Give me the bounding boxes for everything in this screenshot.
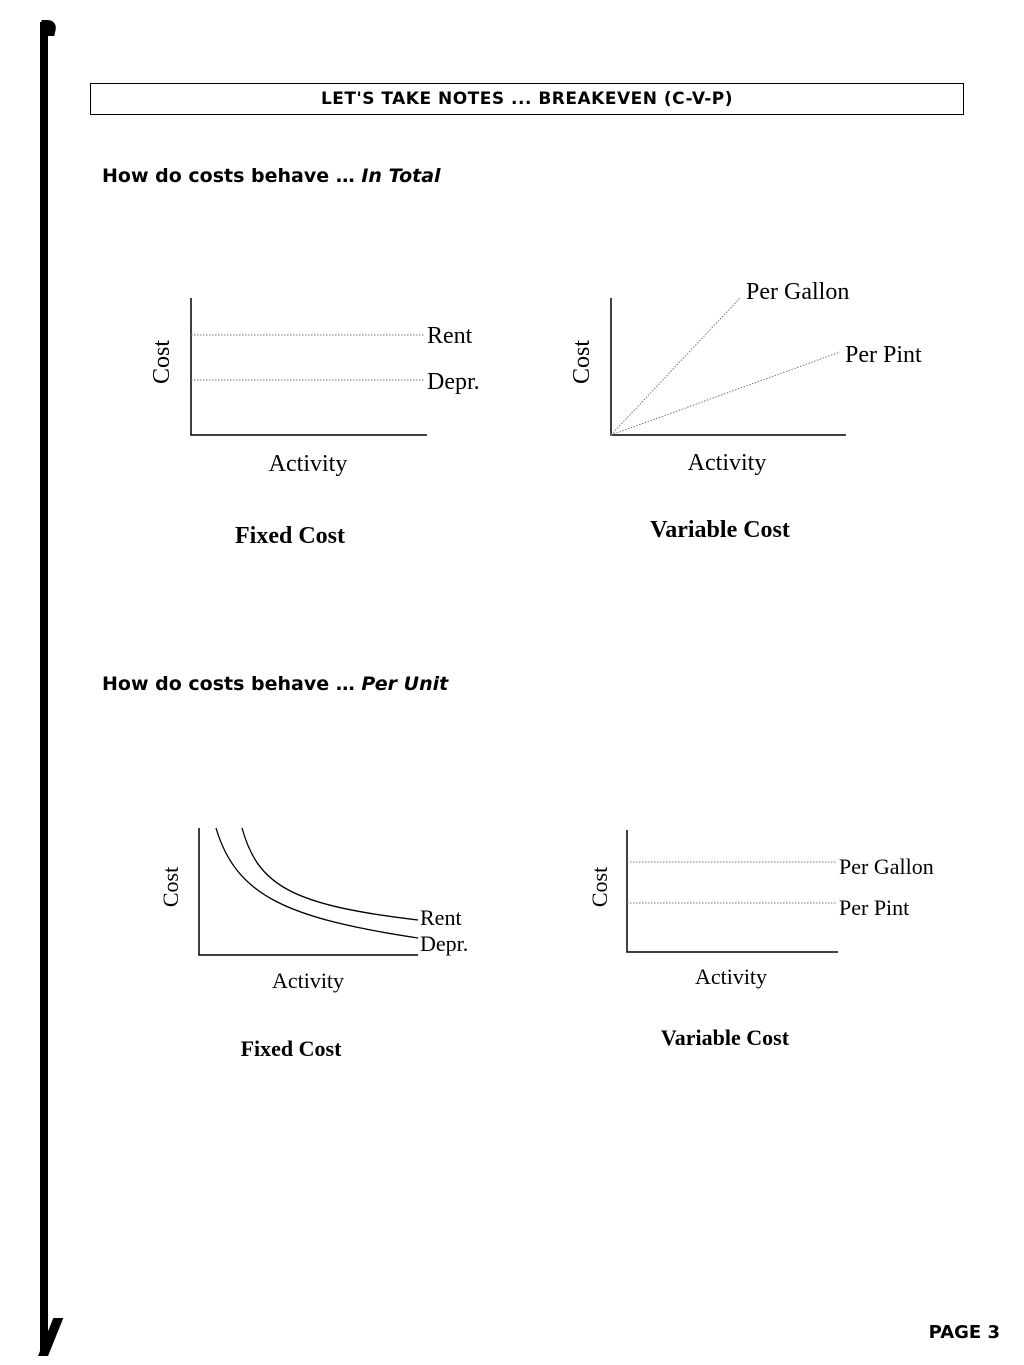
line-label-depr: Depr. bbox=[420, 931, 469, 956]
graph-unit-variable bbox=[587, 830, 934, 1050]
graph-unit-fixed bbox=[158, 828, 468, 1061]
page-title: LET'S TAKE NOTES ... BREAKEVEN (C-V-P) bbox=[320, 89, 734, 109]
x-axis-label: Activity bbox=[271, 968, 345, 993]
line-label-rent: Rent bbox=[427, 323, 473, 349]
y-axis-label: Cost bbox=[587, 866, 612, 908]
line-label-rent: Rent bbox=[420, 905, 462, 930]
graph-caption: Variable Cost bbox=[650, 517, 790, 543]
graph-axes bbox=[191, 298, 427, 435]
section-heading-lead: How do costs behave … bbox=[102, 673, 362, 695]
y-axis-label: Cost bbox=[569, 339, 595, 385]
line-label-per-pint: Per Pint bbox=[845, 342, 922, 368]
per-gallon-line bbox=[611, 298, 740, 435]
graph-axes bbox=[627, 830, 838, 952]
graph-caption: Fixed Cost bbox=[240, 1036, 342, 1061]
graph-total-variable bbox=[569, 279, 922, 543]
x-axis-label: Activity bbox=[694, 964, 768, 989]
x-axis-label: Activity bbox=[687, 450, 767, 476]
rent-curve bbox=[242, 828, 418, 920]
depr-curve bbox=[216, 828, 418, 938]
y-axis-label: Cost bbox=[158, 866, 183, 908]
x-axis-label: Activity bbox=[268, 451, 348, 477]
per-pint-line bbox=[611, 352, 840, 435]
graph-caption: Fixed Cost bbox=[235, 523, 345, 549]
graph-total-fixed bbox=[149, 298, 480, 549]
graph-axes bbox=[611, 298, 846, 435]
graph-axes bbox=[199, 828, 418, 955]
section-heading-lead: How do costs behave … bbox=[102, 165, 362, 187]
y-axis-label: Cost bbox=[149, 339, 175, 385]
line-label-per-gallon: Per Gallon bbox=[746, 279, 850, 305]
section-heading-emphasis: In Total bbox=[361, 165, 441, 187]
graph-caption: Variable Cost bbox=[660, 1025, 790, 1050]
line-label-depr: Depr. bbox=[427, 369, 480, 395]
line-label-per-gallon: Per Gallon bbox=[839, 854, 934, 879]
section-heading-emphasis: Per Unit bbox=[361, 673, 449, 695]
line-label-per-pint: Per Pint bbox=[839, 895, 910, 920]
page-number: PAGE 3 bbox=[928, 1322, 1000, 1343]
